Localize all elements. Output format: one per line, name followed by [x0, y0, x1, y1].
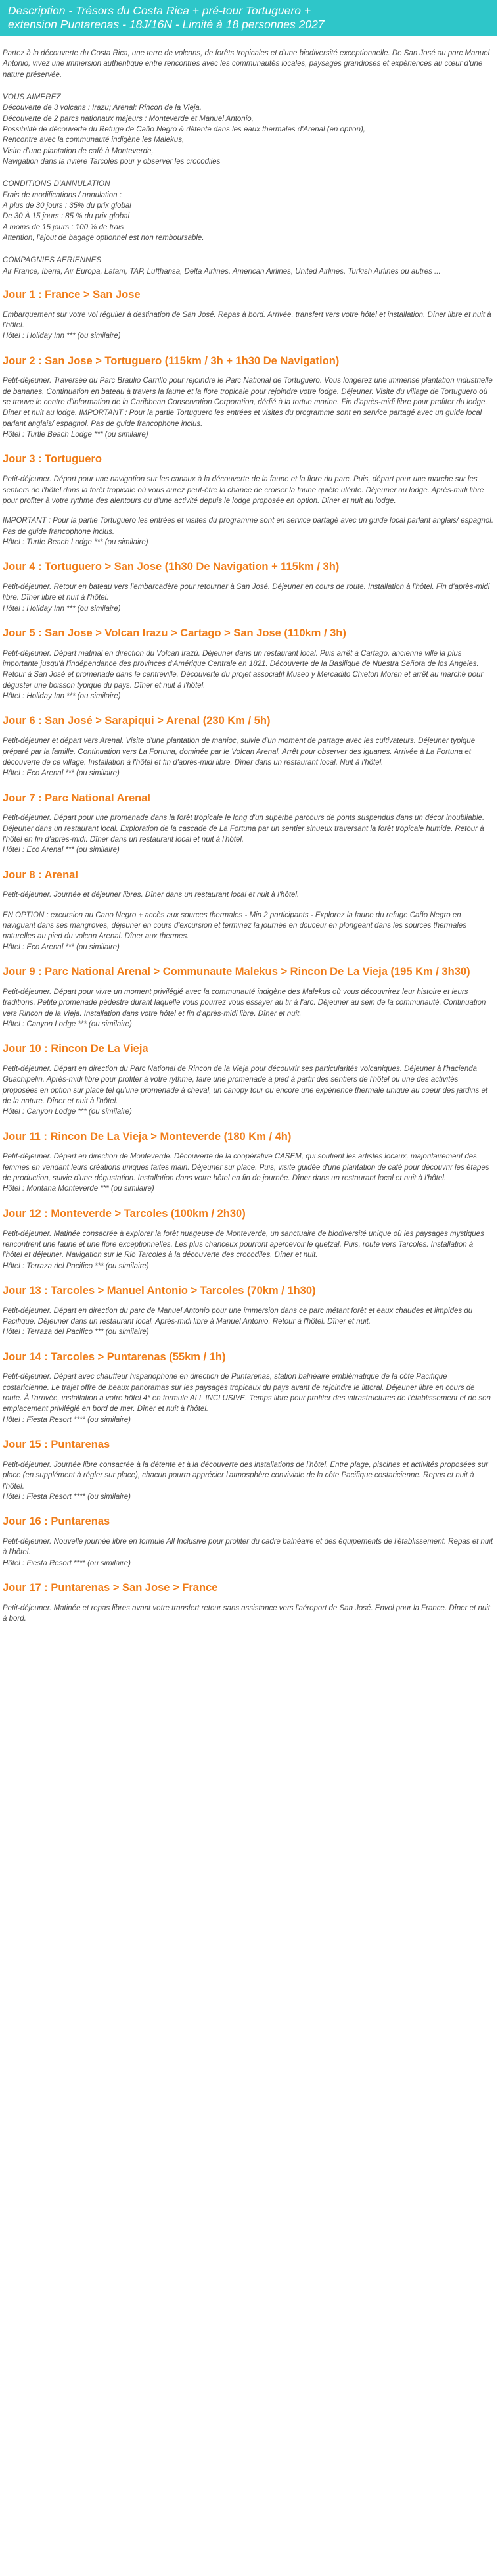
- day-description: Petit-déjeuner et départ vers Arenal. Visite d'une plantation de manioc, suivie d'un moment de partage avec les cultivateurs. Déjeuner typique préparé par la famille. Continuation vers La Fortuna, dominée par le Volcan Arenal. Arrêt pour observer des iguanes. Arrivée à La Fortuna et découverte de ce village. Installation à l'hôtel et fin d'après-midi libre. Dîner dans un restaurant local. Nuit à l'hôtel.: [3, 737, 476, 767]
- itinerary-day: [3, 792, 494, 856]
- itinerary-day: [3, 561, 494, 614]
- day-description: Petit-déjeuner. Départ matinal en direction du Volcan Irazú. Déjeuner dans un restaurant local. Puis arrêt à Cartago, ancienne ville la plus importante jusqu'à l'indépendance des provinces d'Amérique Centrale en 1821. Découverte de la Basilique de Nuestra Señora de los Angeles. Retour à San José et promenade dans le centreville. Découverte du projet associatif Museo y Mercadito Chieton Moren et arrêt au marché pour déguster une boisson typique du pays. Dîner et nuit à l'hôtel.: [3, 649, 484, 690]
- vous-aimerez-item: Navigation dans la rivière Tarcoles pour y observer les crocodiles: [3, 157, 221, 166]
- page-title-line-1: Description - Trésors du Costa Rica + pré-tour Tortuguero +: [8, 4, 311, 17]
- itinerary-days: [3, 289, 494, 1625]
- annulation-section: [3, 179, 494, 243]
- annulation-item: De 30 À 15 jours : 85 % du prix global: [3, 212, 130, 221]
- day-title: Jour 3 : Tortuguero: [3, 453, 102, 465]
- compagnies-section: [3, 255, 494, 277]
- day-description: Petit-déjeuner. Départ en direction de Monteverde. Découverte de la coopérative CASEM, qui soutient les artistes locaux, majoritairement des femmes en vendant leurs créations uniques faites main. Déjeuner sur place. Puis, visite guidée d'une plantation de café pour découvrir les étapes de production, suivie d'une dégustation. Installation dans votre hôtel en fin de journée. Dîner dans un restaurant local et nuit à l'hôtel.: [3, 1153, 489, 1183]
- day-description: Petit-déjeuner. Départ en direction du parc de Manuel Antonio pour une immersion dans ce parc métant forêt et eaux chaudes et limpides du Pacifique. Déjeuner dans un restaurant local. Après-midi libre à Manuel Antonio. Retour à l'hôtel. Dîner et nuit.: [3, 1306, 473, 1325]
- itinerary-day: [3, 1208, 494, 1272]
- day-hotel: Hôtel : Fiesta Resort **** (ou similaire): [3, 1416, 131, 1424]
- description-content: [0, 48, 497, 1624]
- annulation-item: A moins de 15 jours : 100 % de frais: [3, 223, 124, 231]
- day-description: Petit-déjeuner. Journée et déjeuner libres. Dîner dans un restaurant local et nuit à l'hôtel.: [3, 891, 300, 899]
- itinerary-day: [3, 627, 494, 702]
- day-description: Petit-déjeuner. Traversée du Parc Braulio Carrillo pour rejoindre le Parc National de Tortuguero. Vous longerez une immense plantation industrielle de bananes. Continuation en bateau à travers la faune et la flore tropicale pour rejoindre votre lodge. Déjeuner. Visite du village de Tortuguero où se trouve le centre d'information de la Caribbean Conservation Corporation, dédié à la tortue marine. Fin d'après-midi libre pour profiter du lodge. Dîner et nuit au lodge. IMPORTANT : Pour la partie Tortuguero les entrées et visites du programme sont en service partagé avec un guide local parlant anglais/ espagnol. Pas de guide francophone inclus.: [3, 377, 493, 428]
- annulation-item: Frais de modifications / annulation :: [3, 191, 122, 199]
- itinerary-day: [3, 1351, 494, 1425]
- day-title: Jour 17 : Puntarenas > San Jose > France: [3, 1581, 218, 1594]
- day-title: Jour 1 : France > San Jose: [3, 288, 141, 300]
- day-title: Jour 4 : Tortuguero > San Jose (1h30 De Navigation + 115km / 3h): [3, 561, 340, 573]
- itinerary-day: [3, 1582, 494, 1624]
- itinerary-day: [3, 1515, 494, 1569]
- intro-text: Partez à la découverte du Costa Rica, une terre de volcans, de forêts tropicales et d'une biodiversité exceptionnelle. De San José au parc Manuel Antonio, vivez une immersion authentique entre rencontres avec les communautés locales, paysages grandioses et expériences au cœur d'une nature préservée.: [3, 49, 490, 79]
- day-description: EN OPTION : excursion au Cano Negro + accès aux sources thermales - Min 2 participants - Explorez la faune du refuge Caño Negro en naviguant dans ses mangroves, déjeuner en cours d'excursion et terminez la journée en douceur en plongeant dans les sources thermales naturelles au pied du volcan Arenal. Dîner aux thermes.: [3, 911, 467, 941]
- vous-aimerez-item: Rencontre avec la communauté indigène les Malekus,: [3, 136, 185, 145]
- compagnies-heading: COMPAGNIES AERIENNES: [3, 256, 102, 265]
- day-hotel: Hôtel : Fiesta Resort **** (ou similaire): [3, 1492, 131, 1501]
- vous-aimerez-item: Découverte de 3 volcans : Irazu; Arenal; Rincon de la Vieja,: [3, 104, 202, 112]
- day-title: Jour 2 : San Jose > Tortuguero (115km / 3h + 1h30 De Navigation): [3, 354, 340, 367]
- itinerary-day: [3, 355, 494, 441]
- vous-aimerez-item: Découverte de 2 parcs nationaux majeurs : Monteverde et Manuel Antonio,: [3, 114, 254, 123]
- day-title: Jour 10 : Rincon De La Vieja: [3, 1043, 148, 1055]
- day-hotel: Hôtel : Fiesta Resort **** (ou similaire): [3, 1559, 131, 1567]
- day-title: Jour 14 : Tarcoles > Puntarenas (55km / 1h): [3, 1350, 226, 1363]
- day-description: Petit-déjeuner. Nouvelle journée libre en formule All Inclusive pour profiter du cadre balnéaire et des équipements de l'établissement. Repas et nuit à l'hôtel.: [3, 1537, 493, 1557]
- itinerary-day: [3, 1285, 494, 1338]
- day-description: Petit-déjeuner. Journée libre consacrée à la détente et à la découverte des installations de l'hôtel. Entre plage, piscines et activités proposées sur place (en supplément à régler sur place), chacun pourra apprécier l'atmosphère conviviale de la côte Pacifique costaricienne. Repas et nuit à l'hôtel.: [3, 1460, 488, 1491]
- itinerary-day: [3, 1439, 494, 1502]
- day-hotel: Hôtel : Eco Arenal *** (ou similaire): [3, 769, 120, 778]
- day-title: Jour 15 : Puntarenas: [3, 1439, 110, 1451]
- day-hotel: Hôtel : Canyon Lodge *** (ou similaire): [3, 1020, 132, 1028]
- annulation-item: Attention, l'ajout de bagage optionnel est non remboursable.: [3, 233, 204, 242]
- itinerary-day: [3, 1043, 494, 1117]
- day-description: Petit-déjeuner. Départ pour vivre un moment privilégié avec la communauté indigène des Malekus où vous découvrirez leur histoire et leurs traditions. Petite promenade pédestre durant laquelle vous pourrez vous essayer au tir à l'arc. Déjeuner au sein de la communauté. Continuation vers Rincon de la Vieja. Installation dans votre hôtel et fin d'après-midi libre. Dîner et nuit.: [3, 988, 486, 1018]
- itinerary-day: [3, 289, 494, 342]
- day-hotel: Hôtel : Montana Monteverde *** (ou similaire): [3, 1185, 154, 1193]
- day-description: Petit-déjeuner. Départ avec chauffeur hispanophone en direction de Puntarenas, station balnéaire emblématique de la côte Pacifique costaricienne. Le trajet offre de beaux panoramas sur les paysages tropicaux du pays avant de rejoindre le littoral. Déjeuner libre en cours de route. À l'arrivée, installation à votre hôtel 4* en formule ALL INCLUSIVE. Temps libre pour profiter des infrastructures de l'établissement et de son emplacement privilégié en bord de mer. Dîner et nuit à l'hôtel.: [3, 1373, 491, 1414]
- itinerary-day: [3, 966, 494, 1030]
- day-title: Jour 9 : Parc National Arenal > Communaute Malekus > Rincon De La Vieja (195 Km / 3h30): [3, 966, 470, 978]
- annulation-heading: CONDITIONS D'ANNULATION: [3, 180, 110, 189]
- day-title: Jour 8 : Arenal: [3, 869, 78, 881]
- day-description: Petit-déjeuner. Départ pour une navigation sur les canaux à la découverte de la faune et la flore du parc. Puis, départ pour une marche sur les sentiers de l'hôtel dans la forêt tropicale où vous aurez peut-être la chance de croiser la faune quiète ulérite. Déjeuner au lodge. Après-midi libre pour profiter à votre rythme des alentours ou d'une activité depuis le lodge proposée en option. Dîner et nuit au lodge.: [3, 475, 484, 505]
- itinerary-day: [3, 1131, 494, 1195]
- day-hotel: Hôtel : Eco Arenal *** (ou similaire): [3, 846, 120, 855]
- page-title-banner: [0, 0, 497, 36]
- day-hotel: Hôtel : Terraza del Pacifico *** (ou similaire): [3, 1262, 149, 1270]
- itinerary-day: [3, 869, 494, 953]
- vous-aimerez-item: Possibilité de découverte du Refuge de Caño Negro & détente dans les eaux thermales d'Arenal (en option),: [3, 125, 365, 133]
- day-title: Jour 11 : Rincon De La Vieja > Monteverde (180 Km / 4h): [3, 1130, 292, 1143]
- vous-aimerez-heading: VOUS AIMEREZ: [3, 93, 61, 101]
- day-title: Jour 16 : Puntarenas: [3, 1515, 110, 1528]
- page-title-line-2: extension Puntarenas - 18J/16N - Limité à 18 personnes 2027: [8, 18, 325, 31]
- day-hotel: Hôtel : Eco Arenal *** (ou similaire): [3, 943, 120, 951]
- day-description: Petit-déjeuner. Matinée et repas libres avant votre transfert retour sans assistance vers l'aéroport de San José. Envol pour la France. Dîner et nuit à bord.: [3, 1604, 490, 1623]
- intro-section: [3, 48, 494, 80]
- vous-aimerez-section: [3, 92, 494, 167]
- itinerary-day: [3, 453, 494, 548]
- day-title: Jour 13 : Tarcoles > Manuel Antonio > Tarcoles (70km / 1h30): [3, 1284, 316, 1297]
- day-title: Jour 6 : San José > Sarapiqui > Arenal (230 Km / 5h): [3, 715, 271, 727]
- day-hotel: Hôtel : Holiday Inn *** (ou similaire): [3, 332, 121, 341]
- day-title: Jour 12 : Monteverde > Tarcoles (100km / 2h30): [3, 1207, 246, 1220]
- day-description: IMPORTANT : Pour la partie Tortuguero les entrées et visites du programme sont en service partagé avec un guide local parlant anglais/ espagnol. Pas de guide francophone inclus.: [3, 517, 494, 536]
- day-hotel: Hôtel : Terraza del Pacifico *** (ou similaire): [3, 1328, 149, 1337]
- day-description: Embarquement sur votre vol régulier à destination de San José. Repas à bord. Arrivée, transfert vers votre hôtel et installation. Dîner libre et nuit à l'hôtel.: [3, 310, 491, 330]
- day-description: Petit-déjeuner. Départ pour une promenade dans la forêt tropicale le long d'un superbe parcours de ponts suspendus dans un décor inoubliable. Déjeuner dans un restaurant local. Exploration de la cascade de La Fortuna par un sentier sinueux traversant la forêt tropicale humide. Retour à l'hôtel en fin d'après-midi. Dîner dans un restaurant local et nuit à l'hôtel.: [3, 814, 485, 844]
- day-hotel: Hôtel : Turtle Beach Lodge *** (ou similaire): [3, 431, 148, 439]
- itinerary-day: [3, 715, 494, 778]
- day-title: Jour 5 : San Jose > Volcan Irazu > Cartago > San Jose (110km / 3h): [3, 627, 346, 639]
- day-hotel: Hôtel : Turtle Beach Lodge *** (ou similaire): [3, 538, 148, 546]
- day-hotel: Hôtel : Holiday Inn *** (ou similaire): [3, 604, 121, 613]
- day-hotel: Hôtel : Canyon Lodge *** (ou similaire): [3, 1108, 132, 1116]
- day-description: Petit-déjeuner. Retour en bateau vers l'embarcadère pour retourner à San José. Déjeuner en cours de route. Installation à l'hôtel. Fin d'après-midi libre. Dîner libre et nuit à l'hôtel.: [3, 583, 490, 602]
- compagnies-text: Air France, Iberia, Air Europa, Latam, TAP, Lufthansa, Delta Airlines, American Airlines, United Airlines, Turkish Airlines ou autres ...: [3, 267, 441, 275]
- annulation-item: A plus de 30 jours : 35% du prix global: [3, 201, 131, 210]
- day-title: Jour 7 : Parc National Arenal: [3, 792, 150, 804]
- day-description: Petit-déjeuner. Matinée consacrée à explorer la forêt nuageuse de Monteverde, un sanctuaire de biodiversité unique où les paysages mystiques rencontrent une faune et une flore exceptionnelles. Les plus chanceux pourront apercevoir le quetzal. Puis, route vers Tarcoles. Installation à l'hôtel et déjeuner. Navigation sur le Rio Tarcoles à la découverte des crocodiles. Dîner et nuit.: [3, 1229, 484, 1260]
- day-hotel: Hôtel : Holiday Inn *** (ou similaire): [3, 692, 121, 701]
- day-description: Petit-déjeuner. Départ en direction du Parc National de Rincon de la Vieja pour découvrir ses particularités volcaniques. Déjeuner à l'hacienda Guachipelin. Après-midi libre pour profiter à votre rythme, faire une promenade à pied à partir des sentiers de l'hôtel ou une des activités proposées en option sur place tel qu'une promenade à cheval, un canopy tour ou encore une expérience thermale unique au coeur des jardins et de la nature. Dîner et nuit à l'hôtel.: [3, 1065, 488, 1105]
- vous-aimerez-item: Visite d'une plantation de café à Monteverde,: [3, 147, 154, 155]
